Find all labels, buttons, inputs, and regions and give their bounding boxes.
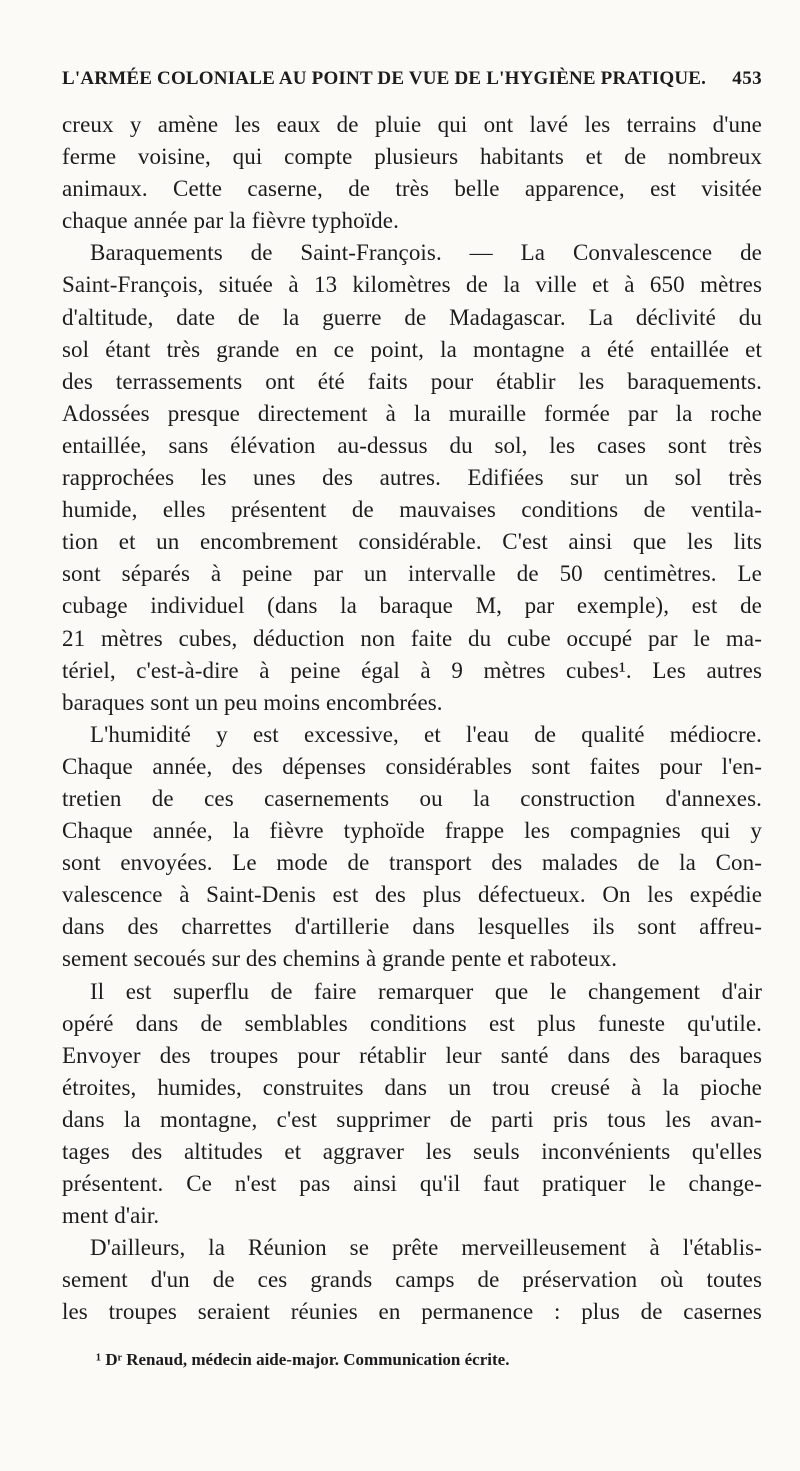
- text-line: Chaque année, des dépenses considérables sont faites pour l'en-: [62, 753, 762, 779]
- text-line: valescence à Saint-Denis est des plus défectueux. On les expédie: [62, 882, 762, 908]
- page-number: 453: [732, 68, 762, 89]
- text-line: ferme voisine, qui compte plusieurs habitants et de nombreux: [62, 144, 762, 170]
- text-line: sol étant très grande en ce point, la montagne a été entaillée et: [62, 336, 762, 362]
- text-line: les troupes seraient réunies en permanence : plus de casernes: [62, 1299, 762, 1325]
- text-line: baraques sont un peu moins encombrées.: [62, 689, 443, 715]
- text-line: dans des charrettes d'artillerie dans lesquelles ils sont affreu-: [62, 914, 762, 940]
- text-line: chaque année par la fièvre typhoïde.: [62, 208, 399, 234]
- text-line: 21 mètres cubes, déduction non faite du cube occupé par le ma-: [62, 625, 762, 651]
- text-line: tages des altitudes et aggraver les seuls inconvénients qu'elles: [62, 1139, 762, 1164]
- text-line: présentent. Ce n'est pas ainsi qu'il faut pratiquer le change-: [62, 1171, 762, 1197]
- text-line: animaux. Cette caserne, de très belle apparence, est visitée: [62, 176, 762, 202]
- text-line: humide, elles présentent de mauvaises conditions de ventila-: [62, 497, 762, 523]
- text-line: Baraquements de Saint-François. — La Convalescence de: [90, 240, 762, 266]
- text-line: cubage individuel (dans la baraque M, par exemple), est de: [62, 593, 762, 619]
- text-line: D'ailleurs, la Réunion se prête merveilleusement à l'établis-: [90, 1235, 762, 1261]
- text-line: d'altitude, date de la guerre de Madagascar. La déclivité du: [62, 304, 762, 330]
- text-line: tion et un encombrement considérable. C'est ainsi que les lits: [62, 529, 762, 555]
- running-head-title: L'ARMÉE COLONIALE AU POINT DE VUE DE L'HYGIÈNE PRATIQUE.: [62, 68, 707, 89]
- body-text: [62, 109, 762, 1329]
- text-line: ment d'air.: [62, 1203, 160, 1229]
- text-line: dans la montagne, c'est supprimer de parti pris tous les avan-: [62, 1106, 762, 1132]
- footnote-marker: ¹: [96, 1350, 102, 1369]
- text-line: sont séparés à peine par un intervalle de 50 centimètres. Le: [62, 561, 762, 587]
- text-line: Chaque année, la fièvre typhoïde frappe les compagnies qui y: [62, 818, 762, 844]
- text-line: rapprochées les unes des autres. Edifiées sur un sol très: [62, 465, 762, 491]
- text-line: tériel, c'est-à-dire à peine égal à 9 mètres cubes¹. Les autres: [62, 657, 762, 683]
- footnote: [96, 1348, 756, 1372]
- text-line: entaillée, sans élévation au-dessus du sol, les cases sont très: [62, 432, 762, 458]
- text-line: Adossées presque directement à la muraille formée par la roche: [62, 400, 762, 426]
- text-line: L'humidité y est excessive, et l'eau de qualité médiocre.: [90, 721, 762, 747]
- text-line: sement secoués sur des chemins à grande pente et raboteux.: [62, 946, 618, 972]
- text-line: sement d'un de ces grands camps de préservation où toutes: [62, 1267, 762, 1293]
- text-line: Il est superflu de faire remarquer que le changement d'air: [90, 978, 762, 1004]
- text-line: Envoyer des troupes pour rétablir leur santé dans des baraques: [62, 1042, 762, 1068]
- running-head: [62, 68, 762, 96]
- text-line: Saint-François, située à 13 kilomètres de la ville et à 650 mètres: [62, 272, 762, 298]
- text-line: étroites, humides, construites dans un trou creusé à la pioche: [62, 1074, 762, 1100]
- text-line: opéré dans de semblables conditions est plus funeste qu'utile.: [62, 1010, 762, 1036]
- text-line: sont envoyées. Le mode de transport des malades de la Con-: [62, 850, 762, 876]
- text-line: des terrassements ont été faits pour établir les baraquements.: [62, 368, 762, 394]
- text-line: tretien de ces casernements ou la construction d'annexes.: [62, 785, 762, 811]
- footnote-text: Dʳ Renaud, médecin aide-major. Communication écrite.: [105, 1350, 510, 1369]
- text-line: creux y amène les eaux de pluie qui ont lavé les terrains d'une: [62, 112, 762, 137]
